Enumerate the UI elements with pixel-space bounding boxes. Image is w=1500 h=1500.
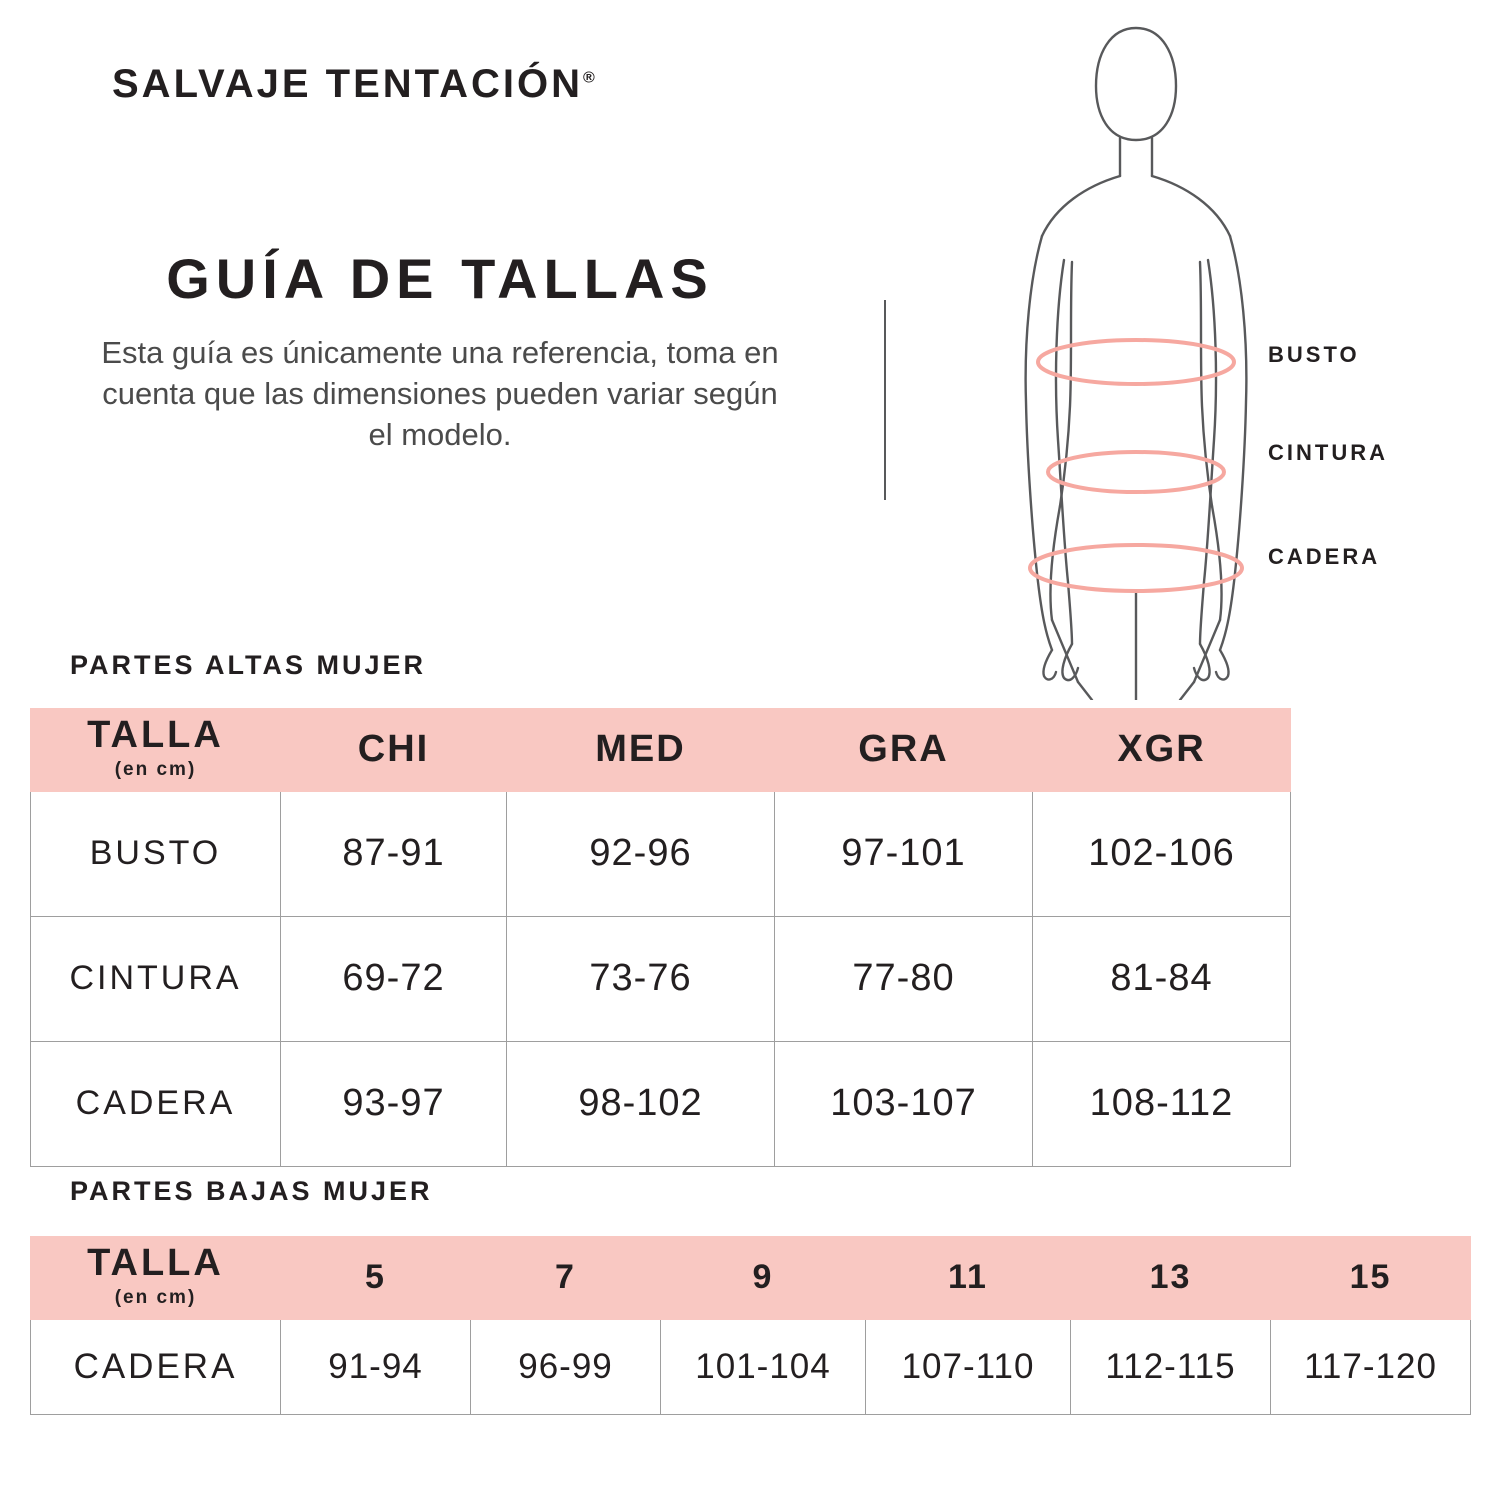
column-header-chi: CHI [281,709,507,792]
cell-busto-xgr: 102-106 [1033,791,1291,916]
cell-cadera-11: 107-110 [866,1319,1071,1414]
corner-main-label: TALLA [87,1242,224,1284]
cell-busto-chi: 87-91 [281,791,507,916]
registered-mark-icon: ® [583,69,595,87]
column-header-xgr: XGR [1033,709,1291,792]
intro-block [60,246,820,456]
table-header-row [31,709,1291,792]
row-label-cintura: CINTURA [31,916,281,1041]
page-title: GUÍA DE TALLAS [166,247,714,310]
vertical-divider [884,300,886,500]
cell-cadera-chi: 93-97 [281,1041,507,1166]
size-table-upper-body [30,708,1291,1167]
column-header-7: 7 [471,1237,661,1320]
cell-cintura-xgr: 81-84 [1033,916,1291,1041]
table-header-row [31,1237,1471,1320]
column-header-gra: GRA [775,709,1033,792]
cell-cadera-gra: 103-107 [775,1041,1033,1166]
bust-measure-line [1038,340,1234,384]
cell-cadera-9: 101-104 [661,1319,866,1414]
cell-cintura-med: 73-76 [507,916,775,1041]
cell-cintura-gra: 77-80 [775,916,1033,1041]
cell-cadera-5: 91-94 [281,1319,471,1414]
column-header-11: 11 [866,1237,1071,1320]
cell-cadera-xgr: 108-112 [1033,1041,1291,1166]
column-header-13: 13 [1071,1237,1271,1320]
column-header-15: 15 [1271,1237,1471,1320]
hip-measure-line [1030,545,1242,591]
corner-sub-label: (en cm) [114,758,197,780]
table-row [31,1041,1291,1166]
figure-label-cintura: CINTURA [1268,440,1388,465]
size-table-lower-body [30,1236,1471,1415]
column-header-5: 5 [281,1237,471,1320]
brand-logo [112,62,595,107]
waist-measure-line [1048,452,1224,492]
brand-name: SALVAJE TENTACIÓN [112,62,584,106]
figure-label-busto: BUSTO [1268,342,1360,367]
column-header-med: MED [507,709,775,792]
section-title-top: PARTES ALTAS MUJER [70,650,427,680]
cell-cadera-13: 112-115 [1071,1319,1271,1414]
row-label-cadera-bottom: CADERA [31,1319,281,1414]
figure-label-group [1268,0,1498,690]
table-row [31,791,1291,916]
cell-cadera-med: 98-102 [507,1041,775,1166]
table-corner-cell [31,709,281,792]
column-header-9: 9 [661,1237,866,1320]
cell-busto-med: 92-96 [507,791,775,916]
table-corner-cell [31,1237,281,1320]
section-title-bottom: PARTES BAJAS MUJER [70,1176,433,1206]
table-row [31,1319,1471,1414]
table-row [31,916,1291,1041]
cell-cintura-chi: 69-72 [281,916,507,1041]
cell-cadera-7: 96-99 [471,1319,661,1414]
intro-description: Esta guía es únicamente una referencia, toma en cuenta que las dimensiones pueden variar según el modelo. [101,335,779,452]
row-label-busto: BUSTO [31,791,281,916]
cell-busto-gra: 97-101 [775,791,1033,916]
row-label-cadera: CADERA [31,1041,281,1166]
cell-cadera-15: 117-120 [1271,1319,1471,1414]
corner-sub-label: (en cm) [114,1286,197,1308]
corner-main-label: TALLA [87,714,224,756]
figure-label-cadera: CADERA [1268,544,1381,569]
